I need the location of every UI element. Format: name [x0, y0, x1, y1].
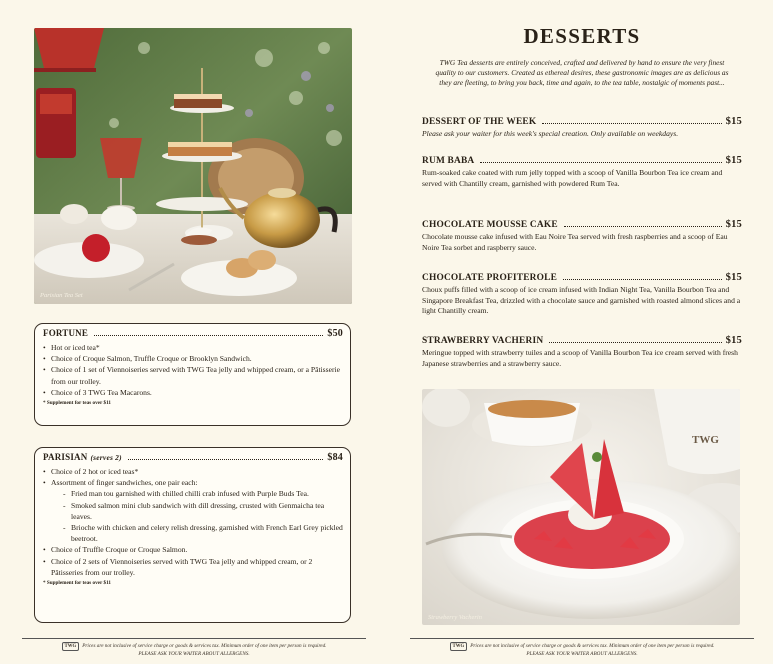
leader-dots — [94, 335, 323, 336]
parisian-serves: (serves 2) — [90, 453, 122, 462]
desserts-title: DESSERTS — [523, 24, 641, 48]
twg-logo-icon: TWG — [62, 642, 80, 651]
twg-logo-icon: TWG — [450, 642, 468, 651]
footer-tax-note: Prices are not inclusive of service charge or goods & services tax. Minimum order of one item per person is required. — [470, 643, 715, 649]
dessert-price: $15 — [725, 155, 742, 166]
desserts-intro: TWG Tea desserts are entirely conceived, crafted and delivered by hand to ensure the very finest quality to our customers. Created as ethereal desires, these gastronomic images are as delicious as they are fleeting, to bring you back, time and again, to the tea table, nostalgic of moments past... — [435, 58, 729, 87]
list-item: • Hot or iced tea* — [43, 342, 343, 353]
dessert-description: Rum-soaked cake coated with rum jelly topped with a scoop of Vanilla Bourbon Tea ice cream and served with Chantilly cream, garnished with powdered Rum Tea. — [422, 168, 723, 188]
list-item: • Choice of 3 TWG Tea Macarons. — [43, 387, 343, 398]
dessert-description: Chocolate mousse cake infused with Eau Noire Tea served with fresh raspberries and a scoop of Eau Noire Tea sorbet and raspberry sauce. — [422, 232, 728, 252]
fortune-set-box — [34, 323, 351, 426]
left-photo-caption: Parisian Tea Set — [40, 292, 83, 299]
right-footer — [410, 638, 754, 658]
dessert-name: STRAWBERRY VACHERIN — [422, 336, 544, 346]
fortune-items — [43, 342, 343, 398]
parisian-supplement-note: * Supplement for teas over $11 — [43, 580, 111, 587]
dessert-item — [422, 219, 742, 253]
dessert-item — [422, 155, 742, 189]
sub-list-item: - Brioche with chicken and celery relish dressing, garnished with French Earl Grey pickled beetroot. — [43, 522, 343, 544]
footer-tax-note: Prices are not inclusive of service charge or goods & services tax. Minimum order of one item per person is required. — [82, 643, 327, 649]
dessert-name: CHOCOLATE PROFITEROLE — [422, 273, 558, 283]
parisian-heading — [43, 452, 343, 463]
footer-allergen-note: PLEASE ASK YOUR WAITER ABOUT ALLERGENS. — [138, 651, 250, 657]
left-footer — [22, 638, 366, 658]
dessert-price: $15 — [725, 116, 742, 127]
fortune-supplement-note: * Supplement for teas over $11 — [43, 400, 111, 407]
dessert-name: CHOCOLATE MOUSSE CAKE — [422, 220, 558, 230]
sub-list-item: - Smoked salmon mini club sandwich with dill dressing, crusted with Genmaicha tea leaves. — [43, 500, 343, 522]
footer-allergen-note: PLEASE ASK YOUR WAITER ABOUT ALLERGENS. — [526, 651, 638, 657]
dessert-item — [422, 335, 742, 369]
list-item: • Choice of Truffle Croque or Croque Salmon. — [43, 544, 343, 555]
list-item: • Choice of 1 set of Viennoiseries served with TWG Tea jelly and whipped cream, or a Pâtisserie from our trolley. — [43, 364, 343, 386]
leader-dots — [480, 162, 721, 163]
dessert-name: DESSERT OF THE WEEK — [422, 117, 537, 127]
sub-list-item: - Fried man tou garnished with chilled chilli crab infused with Purple Buds Tea. — [43, 488, 343, 499]
right-photo-caption: Strawberry Vacherin — [428, 614, 482, 621]
dessert-price: $15 — [725, 219, 742, 230]
fortune-price: $50 — [327, 328, 343, 339]
list-item: • Choice of 2 hot or iced teas* — [43, 466, 343, 477]
list-item: • Choice of Croque Salmon, Truffle Croque or Brooklyn Sandwich. — [43, 353, 343, 364]
dessert-description: Choux puffs filled with a scoop of ice cream infused with Indian Night Tea, Vanilla Bourbon Tea and Singapore Breakfast Tea, drizzled with a chocolate sauce and garnished with roasted almond slices and a light Chantilly cream. — [422, 285, 741, 316]
parisian-items — [43, 466, 343, 578]
dessert-price: $15 — [725, 272, 742, 283]
footer-rule — [410, 638, 754, 639]
leader-dots — [564, 226, 722, 227]
leader-dots — [128, 459, 324, 460]
fortune-name: FORTUNE — [43, 328, 89, 338]
fortune-heading — [43, 328, 343, 339]
cup-logo: TWG — [692, 434, 719, 446]
dessert-item — [422, 116, 742, 140]
list-item: • Assortment of finger sandwiches, one pair each: — [43, 477, 343, 488]
dessert-description: Please ask your waiter for this week's special creation. Only available on weekdays. — [422, 129, 679, 138]
dessert-price: $15 — [725, 335, 742, 346]
footer-rule — [22, 638, 366, 639]
dessert-description: Meringue topped with strawberry tuiles and a scoop of Vanilla Bourbon Tea ice cream served with fresh Japanese strawberries and a strawberry sauce. — [422, 348, 738, 368]
parisian-tea-set-photo — [34, 28, 352, 304]
list-item: • Choice of 2 sets of Viennoiseries served with TWG Tea jelly and whipped cream, or 2 Pâtisseries from our trolley. — [43, 556, 343, 578]
leader-dots — [542, 123, 721, 124]
parisian-name: PARISIAN — [43, 452, 88, 462]
leader-dots — [549, 342, 721, 343]
dessert-item — [422, 272, 742, 317]
dessert-name: RUM BABA — [422, 156, 475, 166]
strawberry-vacherin-photo — [422, 389, 740, 625]
parisian-price: $84 — [327, 452, 343, 463]
leader-dots — [563, 279, 722, 280]
parisian-set-box — [34, 447, 351, 623]
